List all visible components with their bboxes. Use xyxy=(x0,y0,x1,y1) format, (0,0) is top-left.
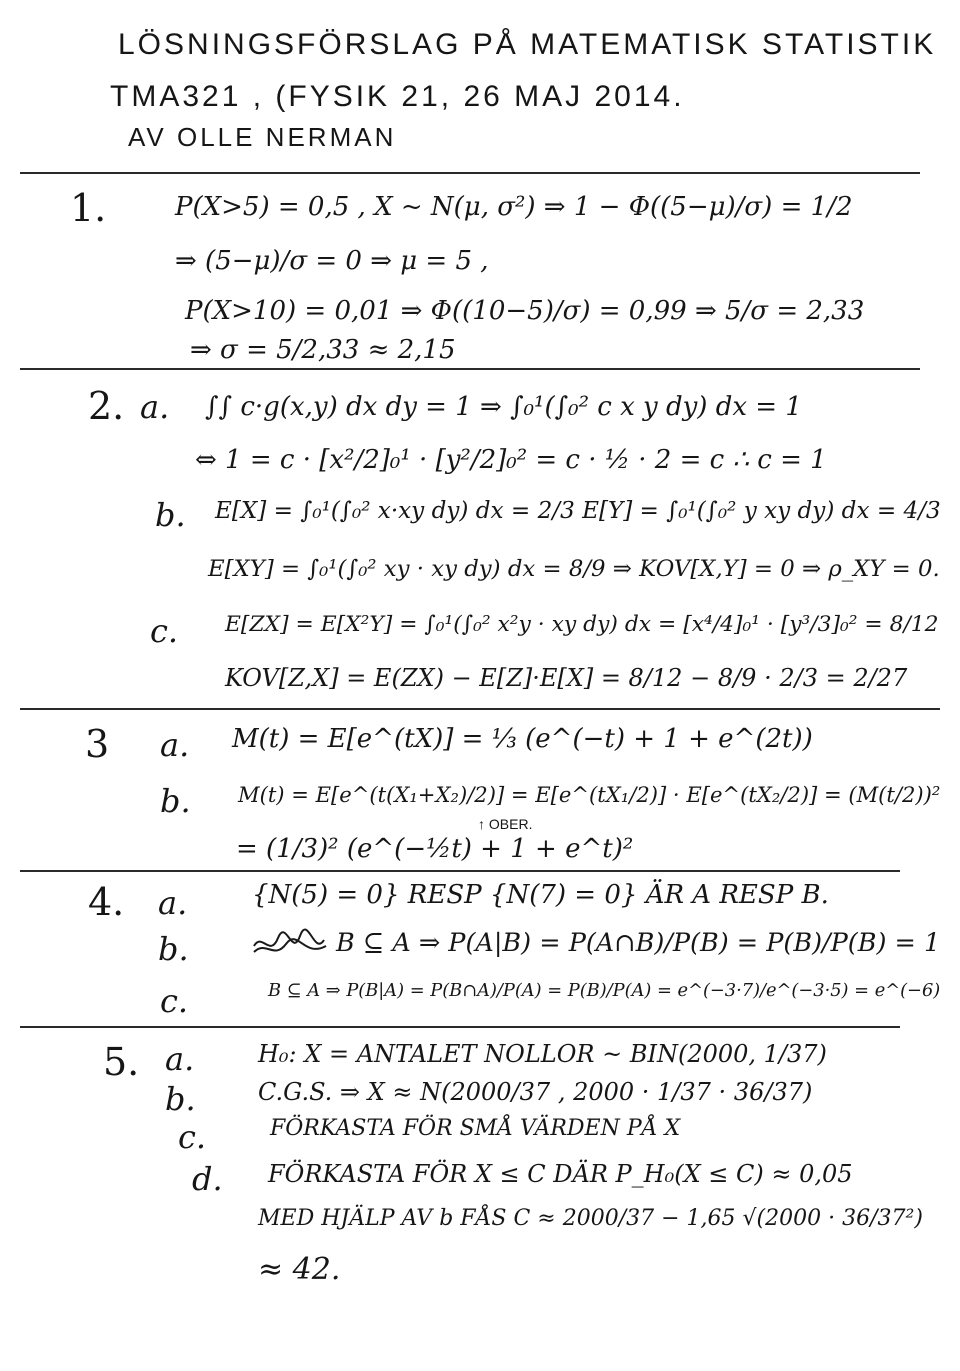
problem-4c-label: c. xyxy=(160,982,189,1020)
problem-2b-line-1: E[X] = ∫₀¹(∫₀² x·xy dy) dx = 2/3 E[Y] = ∫₀¹(∫₀² y xy dy) dx = 4/3 xyxy=(215,498,941,524)
problem-4b-line-1: B ⊆ A ⇒ P(A|B) = P(A∩B)/P(B) = P(B)/P(B) = 1 xyxy=(336,928,941,958)
problem-5d-line-2: MED HJÄLP AV b FÅS C ≈ 2000/37 − 1,65 √(2000 · 36/37²) xyxy=(258,1206,923,1231)
divider-5 xyxy=(20,1026,900,1028)
divider-4 xyxy=(20,870,900,872)
problem-2a-line-1: ∫∫ c·g(x,y) dx dy = 1 ⇒ ∫₀¹(∫₀² c x y dy) dx = 1 xyxy=(205,392,802,422)
problem-5d-line-3: ≈ 42. xyxy=(258,1252,341,1287)
problem-2a-line-2: ⇔ 1 = c · [x²/2]₀¹ · [y²/2]₀² = c · ½ · 2 = c ∴ c = 1 xyxy=(195,445,827,475)
problem-5-number: 5. xyxy=(103,1040,140,1084)
problem-3-number: 3 xyxy=(85,722,110,766)
problem-3b-label: b. xyxy=(160,782,191,820)
problem-5b-label: b. xyxy=(165,1080,196,1118)
problem-4a-line-1: {N(5) = 0} RESP {N(7) = 0} ÄR A RESP B. xyxy=(252,880,829,910)
author-line: AV OLLE NERMAN xyxy=(128,122,397,152)
problem-2c-label: c. xyxy=(150,612,179,650)
scribble-icon xyxy=(252,928,328,962)
problem-1-line-1: P(X>5) = 0,5 , X ~ N(μ, σ²) ⇒ 1 − Φ((5−μ)/σ) = 1/2 xyxy=(175,192,853,222)
problem-4c-line-1: B ⊆ A ⇒ P(B|A) = P(B∩A)/P(A) = P(B)/P(A) = e^(−3·7)/e^(−3·5) = e^(−6) xyxy=(268,980,941,1001)
problem-4-number: 4. xyxy=(88,880,125,924)
problem-4a-label: a. xyxy=(158,884,188,922)
problem-3b-line-1: M(t) = E[e^(t(X₁+X₂)/2)] = E[e^(tX₁/2)] · E[e^(tX₂/2)] = (M(t/2))² xyxy=(238,782,941,807)
problem-2a-label: a. xyxy=(140,388,170,426)
divider-3 xyxy=(20,708,940,710)
problem-4b-label: b. xyxy=(158,930,189,968)
problem-5a-line-1: H₀: X = ANTALET NOLLOR ~ BIN(2000, 1/37) xyxy=(258,1040,827,1068)
problem-5d-label: d. xyxy=(192,1160,223,1198)
divider-1 xyxy=(20,172,920,174)
problem-3a-line-1: M(t) = E[e^(tX)] = ⅓ (e^(−t) + 1 + e^(2t)) xyxy=(232,724,813,754)
problem-1-number: 1. xyxy=(70,186,107,230)
problem-3b-line-2: = (1/3)² (e^(−½t) + 1 + e^t)² xyxy=(236,834,634,864)
problem-2b-label: b. xyxy=(155,496,186,534)
independence-note: ↑ OBER. xyxy=(478,816,533,832)
problem-5a-label: a. xyxy=(165,1040,195,1078)
course-line: TMA321 , (FYSIK 21, 26 MAJ 2014. xyxy=(110,80,685,113)
problem-5d-line-1: FÖRKASTA FÖR X ≤ C DÄR P_H₀(X ≤ C) ≈ 0,05 xyxy=(268,1160,853,1188)
problem-2c-line-1: E[ZX] = E[X²Y] = ∫₀¹(∫₀² x²y · xy dy) dx = [x⁴/4]₀¹ · [y³/3]₀² = 8/12 xyxy=(225,612,939,637)
problem-1-line-2: ⇒ (5−μ)/σ = 0 ⇒ μ = 5 , xyxy=(175,246,489,276)
problem-2c-line-2: KOV[Z,X] = E(ZX) − E[Z]·E[X] = 8/12 − 8/9 · 2/3 = 2/27 xyxy=(225,664,908,692)
problem-3a-label: a. xyxy=(160,726,190,764)
problem-2-number: 2. xyxy=(88,384,125,428)
divider-2 xyxy=(20,368,920,370)
problem-1-line-4: ⇒ σ = 5/2,33 ≈ 2,15 xyxy=(190,335,456,365)
document-title: LÖSNINGSFÖRSLAG PÅ MATEMATISK STATISTIK xyxy=(118,28,937,61)
problem-2b-line-2: E[XY] = ∫₀¹(∫₀² xy · xy dy) dx = 8/9 ⇒ KOV[X,Y] = 0 ⇒ ρ_XY = 0. xyxy=(208,556,940,582)
problem-5c-label: c. xyxy=(178,1118,207,1156)
problem-5b-line-1: C.G.S. ⇒ X ≈ N(2000/37 , 2000 · 1/37 · 36/37) xyxy=(258,1078,813,1106)
problem-5c-line-1: FÖRKASTA FÖR SMÅ VÄRDEN PÅ X xyxy=(270,1116,681,1141)
problem-1-line-3: P(X>10) = 0,01 ⇒ Φ((10−5)/σ) = 0,99 ⇒ 5/σ = 2,33 xyxy=(185,296,865,326)
